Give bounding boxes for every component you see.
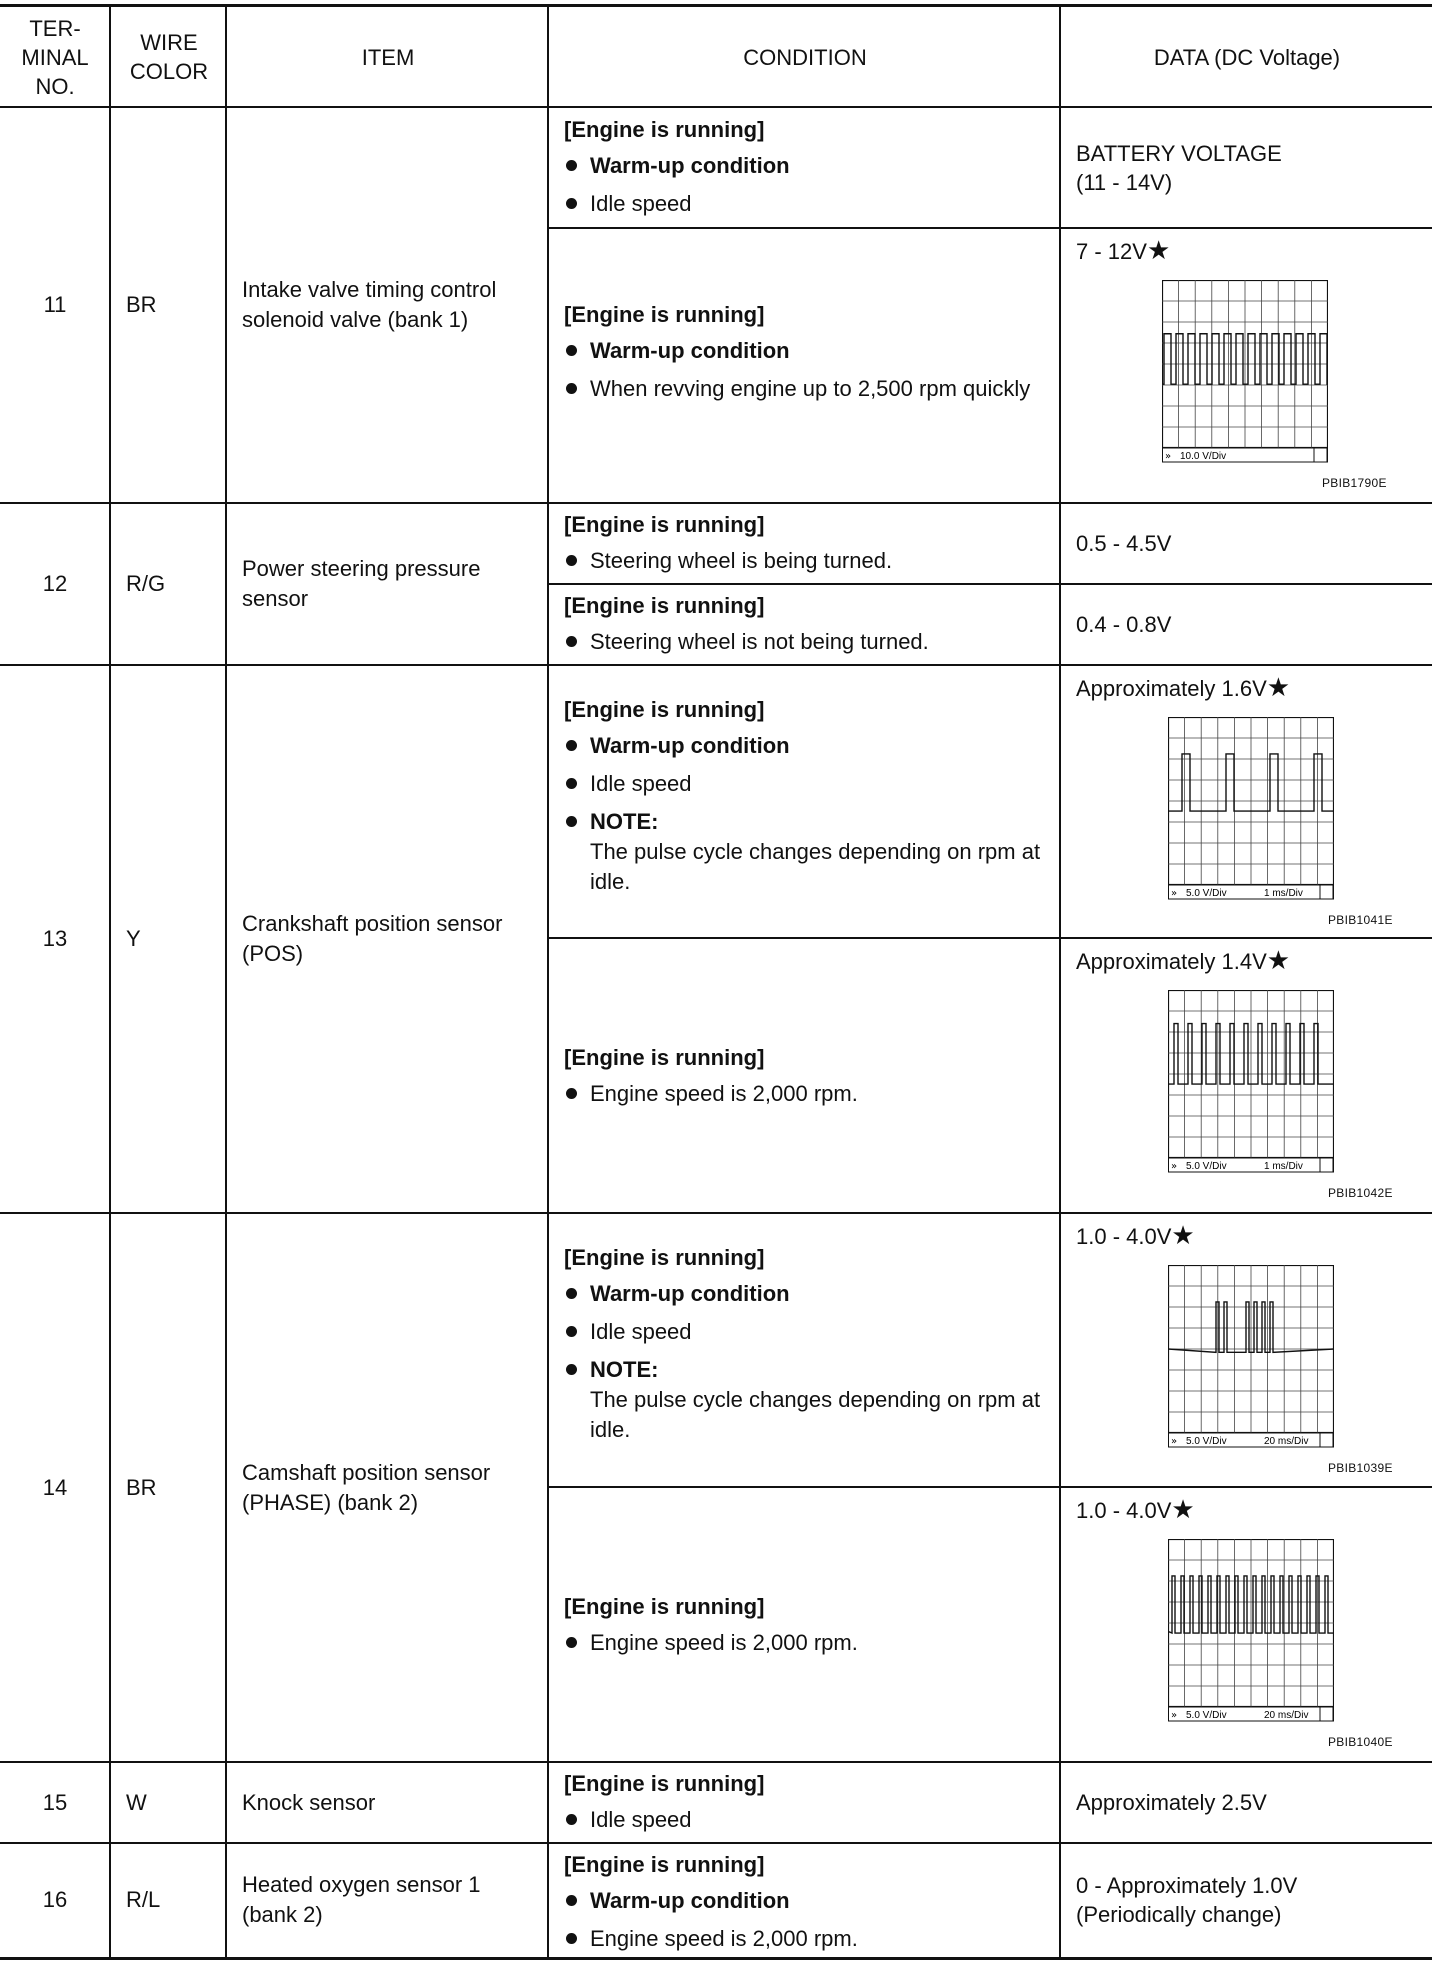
condition-bullet-text: Idle speed <box>590 771 692 796</box>
data-value: 0.4 - 0.8V <box>1076 612 1172 637</box>
wire-color-text: BR <box>126 292 157 317</box>
oscilloscope-trace <box>1168 990 1334 1178</box>
condition-bullet-text: Warm-up condition <box>590 1281 790 1306</box>
oscilloscope-grid <box>1168 1539 1334 1727</box>
terminal-number-text: 16 <box>42 1887 68 1912</box>
data-cell <box>1060 1762 1432 1843</box>
condition-bullet <box>564 1886 1046 1916</box>
condition-title: [Engine is running] <box>564 1045 765 1070</box>
oscilloscope-trace <box>1168 1539 1334 1727</box>
header-data: DATA (DC Voltage) <box>1153 44 1341 70</box>
condition-bullet <box>564 1924 1046 1954</box>
condition-bullet <box>564 1805 1046 1835</box>
note-title: NOTE: <box>590 1357 659 1382</box>
condition-bullet-text: Engine speed is 2,000 rpm. <box>590 1926 858 1951</box>
scope-volt-scale: 10.0 V/Div <box>1180 451 1227 462</box>
bullet-icon <box>564 1805 590 1835</box>
condition-bullet <box>564 627 1046 657</box>
condition-bullet <box>564 151 1046 181</box>
bullet-icon <box>564 769 590 799</box>
condition-bullet-text: Idle speed <box>590 1807 692 1832</box>
oscilloscope-grid <box>1168 717 1334 905</box>
bullet-icon <box>564 627 590 657</box>
condition-cell <box>548 665 1060 938</box>
data-value: 1.0 - 4.0V <box>1076 1498 1172 1523</box>
data-value: Approximately 1.4V <box>1076 949 1267 974</box>
condition-title: [Engine is running] <box>564 117 765 142</box>
condition-bullet-text: Engine speed is 2,000 rpm. <box>590 1630 858 1655</box>
scope-time-scale: 20 ms/Div <box>1264 1710 1309 1721</box>
star-icon: ★ <box>1171 1494 1195 1524</box>
bullet-icon <box>564 1079 590 1109</box>
table-bottom-border <box>0 1957 1432 1960</box>
bullet-icon <box>564 189 590 219</box>
item-name <box>226 503 548 665</box>
bullet-icon <box>564 374 590 404</box>
condition-bullet <box>564 546 1046 576</box>
terminal-number <box>0 665 110 1213</box>
condition-cell <box>548 1762 1060 1843</box>
bullet-icon <box>564 1924 590 1954</box>
condition-title: [Engine is running] <box>564 1594 765 1619</box>
condition-title: [Engine is running] <box>564 512 765 537</box>
wire-color-text: R/L <box>126 1887 161 1912</box>
wire-color <box>110 503 226 665</box>
condition-title: [Engine is running] <box>564 302 765 327</box>
data-value: Approximately 2.5V <box>1076 1790 1267 1815</box>
terminal-number-text: 15 <box>42 1789 68 1815</box>
condition-bullet-text: Warm-up condition <box>590 338 790 363</box>
data-cell <box>1060 1843 1432 1957</box>
note-content <box>590 1355 1046 1445</box>
bullet-icon <box>564 1355 590 1385</box>
data-cell <box>1060 503 1432 584</box>
condition-bullet <box>564 374 1046 404</box>
condition-title: [Engine is running] <box>564 593 765 618</box>
note-title: NOTE: <box>590 809 659 834</box>
condition-bullet <box>564 1079 1046 1109</box>
wire-color <box>110 665 226 1213</box>
terminal-number <box>0 1762 110 1843</box>
oscilloscope-trace <box>1162 280 1328 468</box>
item-name <box>226 107 548 503</box>
condition-bullet <box>564 1279 1046 1309</box>
note-body: The pulse cycle changes depending on rpm at idle. <box>590 839 1041 894</box>
oscilloscope-trace <box>1168 717 1334 905</box>
scope-indicator-icon: » <box>1171 1436 1178 1447</box>
condition-cell <box>548 228 1060 503</box>
condition-bullet <box>564 731 1046 761</box>
condition-bullet-text: Warm-up condition <box>590 733 790 758</box>
wire-color <box>110 1762 226 1843</box>
condition-title: [Engine is running] <box>564 697 765 722</box>
data-value: 0 - Approximately 1.0V (Periodically change) <box>1076 1873 1298 1927</box>
wire-color <box>110 1213 226 1762</box>
condition-note <box>564 1355 1046 1445</box>
terminal-number-text: 11 <box>43 292 67 317</box>
wire-color-text: R/G <box>126 571 166 596</box>
star-icon: ★ <box>1171 1220 1195 1250</box>
header-terminal: TER- MINAL NO. <box>21 15 89 99</box>
condition-cell <box>548 1843 1060 1957</box>
terminal-number <box>0 503 110 665</box>
data-value: 7 - 12V <box>1076 239 1147 264</box>
wire-color-text: Y <box>126 926 141 951</box>
scope-time-scale: 1 ms/Div <box>1264 1161 1303 1172</box>
item-name-text: Power steering pressure sensor <box>242 556 481 611</box>
condition-bullet-text: Steering wheel is not being turned. <box>590 629 929 654</box>
condition-bullet-text: Steering wheel is being turned. <box>590 548 893 573</box>
bullet-icon <box>564 336 590 366</box>
condition-title: [Engine is running] <box>564 1852 765 1877</box>
condition-bullet <box>564 189 1046 219</box>
scope-time-scale: 20 ms/Div <box>1264 1436 1309 1447</box>
bullet-icon <box>564 731 590 761</box>
condition-bullet <box>564 1317 1046 1347</box>
condition-bullet-text: Warm-up condition <box>590 1888 790 1913</box>
data-value: 1.0 - 4.0V <box>1076 1224 1172 1249</box>
condition-note <box>564 807 1046 897</box>
condition-bullet <box>564 336 1046 366</box>
condition-bullet-text: Idle speed <box>590 191 692 216</box>
note-content <box>590 807 1046 897</box>
wire-color <box>110 1843 226 1957</box>
terminal-number <box>0 1213 110 1762</box>
header-wire-color: WIRE COLOR <box>129 30 209 84</box>
terminal-number-text: 13 <box>42 926 68 951</box>
figure-code: PBIB1040E <box>1328 1735 1393 1749</box>
scope-volt-scale: 5.0 V/Div <box>1186 1436 1227 1447</box>
condition-bullet <box>564 769 1046 799</box>
item-name <box>226 1213 548 1762</box>
oscilloscope-grid <box>1168 1265 1334 1453</box>
star-icon: ★ <box>1266 945 1291 975</box>
scope-indicator-icon: » <box>1171 888 1178 899</box>
figure-code: PBIB1790E <box>1322 476 1387 490</box>
condition-cell <box>548 1487 1060 1762</box>
data-value: BATTERY VOLTAGE (11 - 14V) <box>1076 140 1282 195</box>
terminal-number-text: 14 <box>42 1474 68 1500</box>
item-name-text: Intake valve timing control solenoid valve (bank 1) <box>242 277 497 332</box>
item-name-text: Heated oxygen sensor 1 (bank 2) <box>242 1872 481 1927</box>
item-name <box>226 1843 548 1957</box>
scope-volt-scale: 5.0 V/Div <box>1186 888 1227 899</box>
bullet-icon <box>564 151 590 181</box>
item-name <box>226 665 548 1213</box>
scope-volt-scale: 5.0 V/Div <box>1186 1710 1227 1721</box>
scope-volt-scale: 5.0 V/Div <box>1186 1161 1227 1172</box>
header-item: ITEM <box>361 44 415 70</box>
note-body: The pulse cycle changes depending on rpm at idle. <box>590 1387 1041 1442</box>
condition-cell <box>548 107 1060 228</box>
condition-cell <box>548 1213 1060 1487</box>
item-name-text: Knock sensor <box>242 1789 376 1815</box>
item-name-text: Camshaft position sensor (PHASE) (bank 2) <box>242 1459 491 1515</box>
scope-indicator-icon: » <box>1165 451 1172 462</box>
scope-time-scale: 1 ms/Div <box>1264 888 1303 899</box>
condition-bullet <box>564 1628 1046 1658</box>
condition-bullet-text: When revving engine up to 2,500 rpm quickly <box>590 376 1031 401</box>
scope-indicator-icon: » <box>1171 1161 1178 1172</box>
figure-code: PBIB1041E <box>1328 913 1393 927</box>
bullet-icon <box>564 1279 590 1309</box>
terminal-number <box>0 1843 110 1957</box>
condition-cell <box>548 503 1060 584</box>
data-cell <box>1060 584 1432 665</box>
oscilloscope-trace <box>1168 1265 1334 1453</box>
bullet-icon <box>564 1886 590 1916</box>
header-condition: CONDITION <box>743 44 867 70</box>
scope-indicator-icon: » <box>1171 1710 1178 1721</box>
condition-title: [Engine is running] <box>564 1245 765 1270</box>
condition-cell <box>548 938 1060 1213</box>
wire-color-text: BR <box>126 1474 157 1500</box>
star-icon: ★ <box>1146 235 1171 265</box>
data-cell <box>1060 107 1432 228</box>
condition-cell <box>548 584 1060 665</box>
data-value: 0.5 - 4.5V <box>1076 531 1172 556</box>
oscilloscope-grid <box>1168 990 1334 1178</box>
terminal-number-text: 12 <box>42 571 68 596</box>
condition-title: [Engine is running] <box>564 1771 765 1796</box>
bullet-icon <box>564 1317 590 1347</box>
oscilloscope-grid <box>1162 280 1328 468</box>
wire-color-text: W <box>126 1789 147 1815</box>
bullet-icon <box>564 807 590 837</box>
condition-bullet-text: Idle speed <box>590 1319 692 1344</box>
data-value: Approximately 1.6V <box>1076 676 1267 701</box>
figure-code: PBIB1042E <box>1328 1186 1393 1200</box>
item-name <box>226 1762 548 1843</box>
star-icon: ★ <box>1266 672 1291 702</box>
condition-bullet-text: Warm-up condition <box>590 153 790 178</box>
figure-code: PBIB1039E <box>1328 1461 1393 1475</box>
condition-bullet-text: Engine speed is 2,000 rpm. <box>590 1081 858 1106</box>
terminal-number <box>0 107 110 503</box>
bullet-icon <box>564 1628 590 1658</box>
bullet-icon <box>564 546 590 576</box>
wire-color <box>110 107 226 503</box>
item-name-text: Crankshaft position sensor (POS) <box>242 911 503 966</box>
